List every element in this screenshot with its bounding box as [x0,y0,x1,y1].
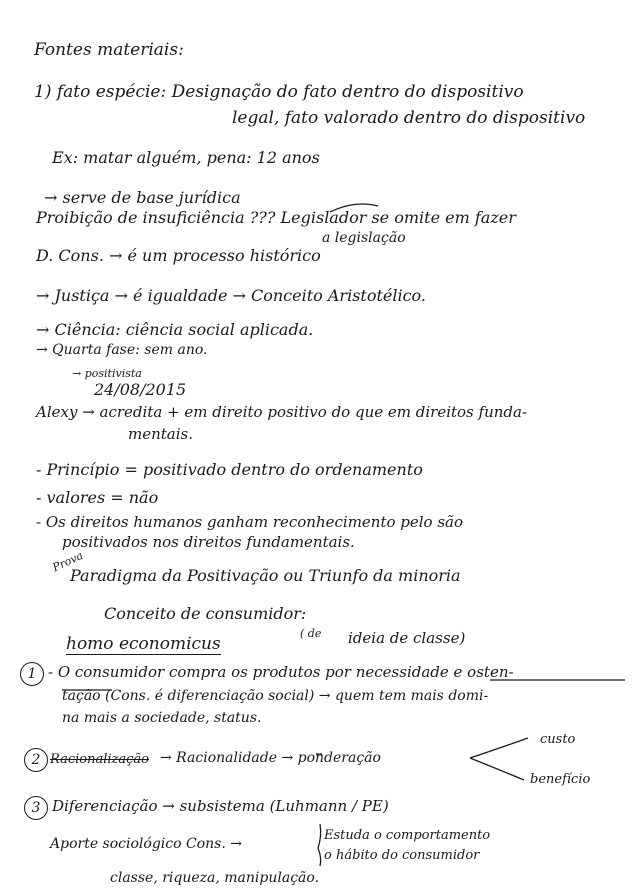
note-line: D. Cons. → é um processo histórico [36,246,321,265]
item-number-2: 2 [24,748,48,772]
note-line: → Racionalidade → ponderação [160,750,381,766]
note-line: Aporte sociológico Cons. → [50,836,242,852]
heading-fontes-materiais: Fontes materiais: [34,40,184,60]
note-line: na mais a sociedade, status. [62,710,262,726]
note-line: legal, fato valorado dentro do dispositivo [232,108,586,128]
note-line: → Justiça → é igualdade → Conceito Aristotélico. [36,286,426,305]
note-line: Diferenciação → subsistema (Luhmann / PE) [52,797,389,815]
prova-annotation: Prova [50,548,86,575]
note-line: - valores = não [36,488,159,507]
note-line: Paradigma da Positivação ou Triunfo da minoria [70,566,461,585]
item-number-1: 1 [20,662,44,686]
note-line: tação (Cons. é diferenciação social) → quem tem mais domi- [62,688,489,704]
note-line: → serve de base jurídica [44,188,241,207]
note-line: classe, riqueza, manipulação. [110,870,320,886]
note-line: - O consumidor compra os produtos por necessidade e osten- [48,663,514,681]
note-line: Proibição de insuficiência ??? Legislador se omite em fazer [36,208,516,227]
note-line: o hábito do consumidor [324,848,480,863]
note-line: a legislação [322,230,406,246]
date-label: 24/08/2015 [94,380,187,399]
note-line: ( de [300,627,322,640]
note-line: Alexy → acredita + em direito positivo do que em direitos funda- [36,403,528,421]
homo-economicus-heading: homo economicus [66,634,221,654]
item-number-3: 3 [24,796,48,820]
struck-word: Racionalização [50,752,149,767]
note-line: 1) fato espécie: Designação do fato dentro do dispositivo [34,82,524,102]
note-line: mentais. [128,425,193,443]
note-line: custo [540,732,576,747]
section-heading-consumidor: Conceito de consumidor: [104,604,307,623]
note-line: → positivista [72,367,142,380]
note-line: Ex: matar alguém, pena: 12 anos [52,148,320,167]
note-line: positivados nos direitos fundamentais. [62,533,355,551]
note-line: → Ciência: ciência social aplicada. [36,320,314,339]
note-line: Estuda o comportamento [324,828,491,843]
note-line: - Princípio = positivado dentro do ordenamento [36,460,423,479]
note-line: → Quarta fase: sem ano. [36,342,208,358]
note-line: - Os direitos humanos ganham reconhecimento pelo são [36,513,464,531]
note-line: ideia de classe) [348,629,466,647]
note-line: benefício [530,772,591,787]
